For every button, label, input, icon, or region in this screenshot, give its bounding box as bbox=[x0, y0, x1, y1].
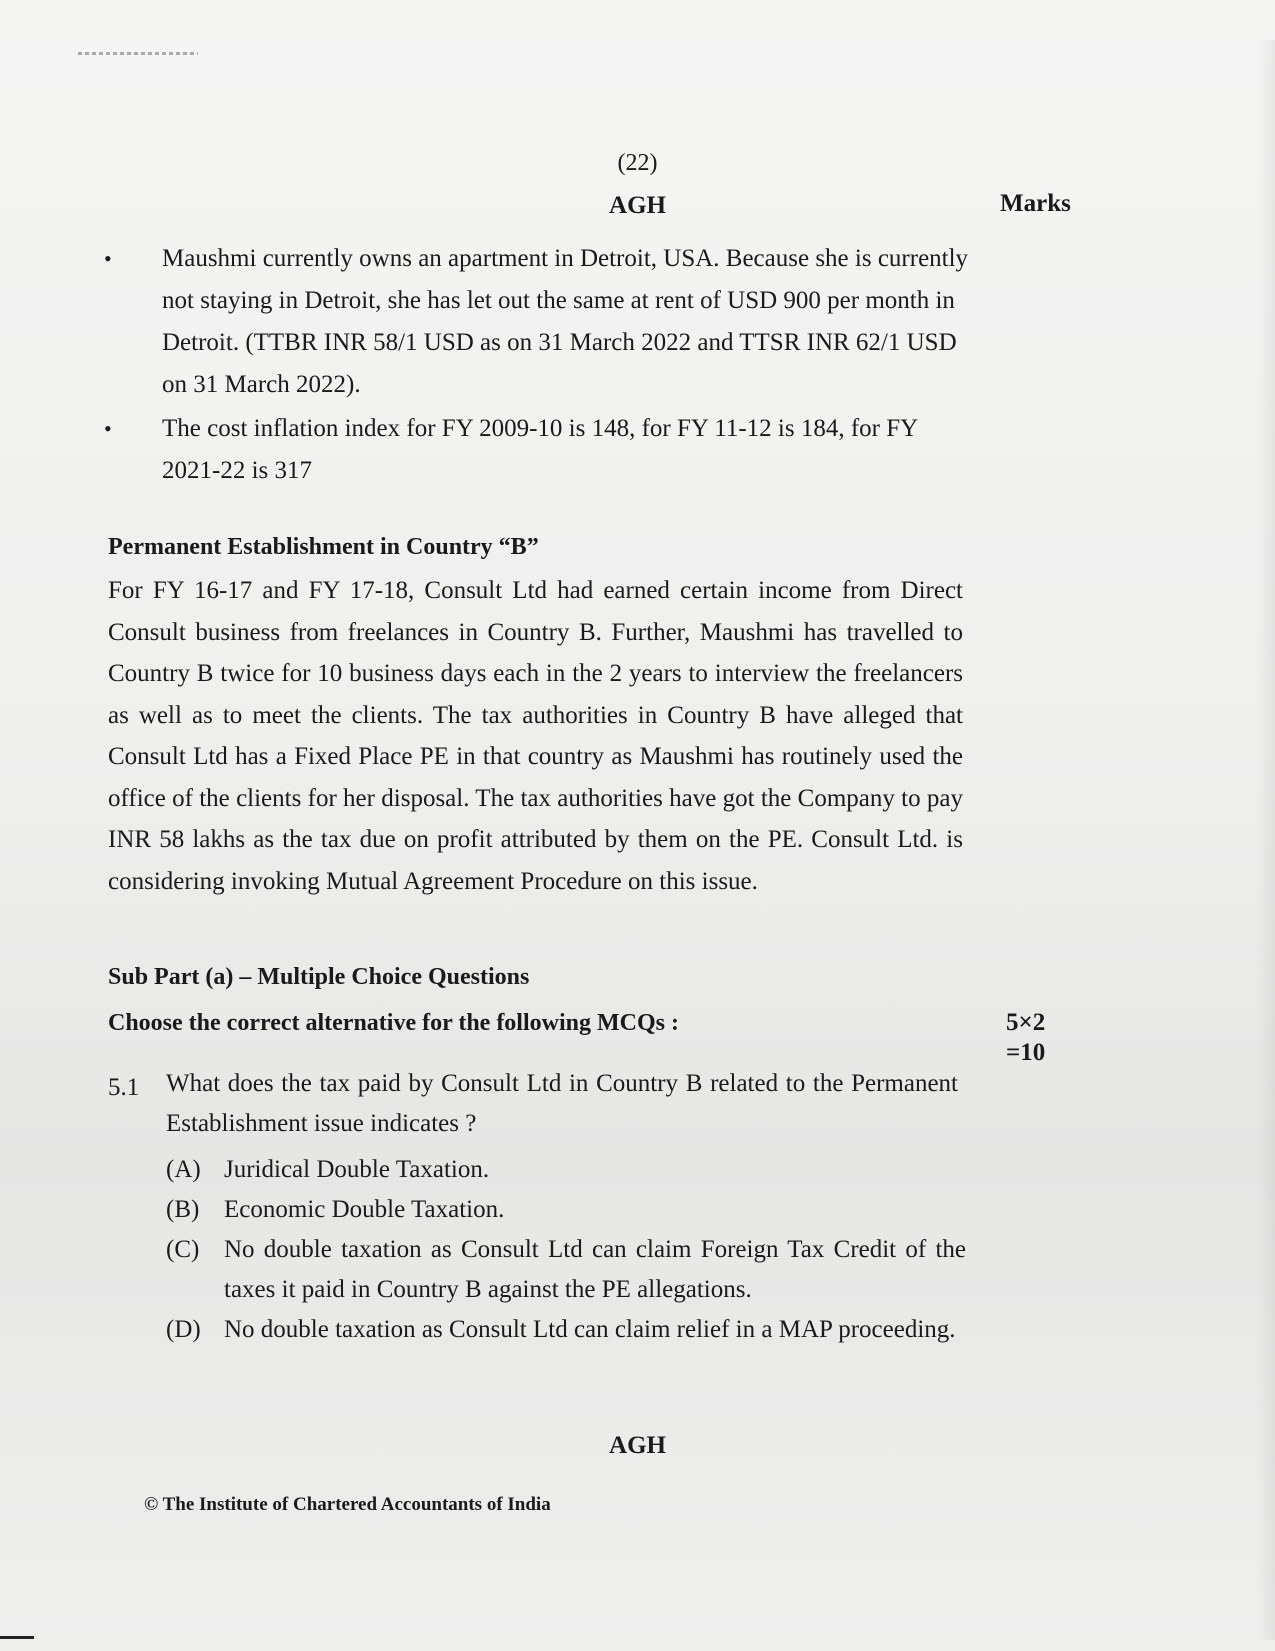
option-label: (C) bbox=[166, 1236, 200, 1263]
option-text: No double taxation as Consult Ltd can claim Foreign Tax Credit of the taxes it paid in Country B against the PE allegations. bbox=[224, 1236, 966, 1303]
sub-part-heading: Sub Part (a) – Multiple Choice Questions bbox=[108, 964, 530, 990]
option-a bbox=[166, 1150, 966, 1190]
marks-line: 5×2 bbox=[1006, 1009, 1046, 1036]
page-edge-mark bbox=[0, 1636, 34, 1639]
bullet-icon: • bbox=[104, 246, 112, 271]
option-label: (D) bbox=[166, 1316, 201, 1343]
series-code-footer: AGH bbox=[609, 1432, 666, 1459]
list-item bbox=[100, 408, 970, 492]
option-d bbox=[166, 1310, 966, 1350]
marks-total: =10 bbox=[1006, 1039, 1046, 1066]
bullet-icon: • bbox=[104, 416, 112, 441]
marks-allocation bbox=[1006, 1008, 1045, 1068]
section-heading: Permanent Establishment in Country “B” bbox=[108, 534, 539, 560]
copyright-notice: © The Institute of Chartered Accountants of India bbox=[144, 1494, 551, 1515]
case-facts-list bbox=[100, 238, 970, 494]
bullet-text: The cost inflation index for FY 2009-10 is 148, for FY 11-12 is 184, for FY 2021-22 is 317 bbox=[162, 415, 918, 484]
option-label: (A) bbox=[166, 1156, 201, 1183]
mcq-instruction: Choose the correct alternative for the following MCQs : bbox=[108, 1010, 679, 1036]
list-item bbox=[100, 238, 970, 406]
option-text: No double taxation as Consult Ltd can claim relief in a MAP proceeding. bbox=[224, 1316, 956, 1343]
page-number: (22) bbox=[617, 150, 658, 176]
bullet-text: Maushmi currently owns an apartment in Detroit, USA. Because she is currently not staying in Detroit, she has let out the same at rent of USD 900 per month in Detroit. (TTBR INR 58/1 USD as on 31 March 2022 and TTSR INR 62/1 USD on 31 March 2022). bbox=[162, 245, 969, 398]
option-text: Economic Double Taxation. bbox=[224, 1196, 505, 1223]
series-code-header: AGH bbox=[609, 192, 666, 219]
scan-shadow bbox=[1257, 40, 1275, 1640]
answer-options bbox=[166, 1150, 966, 1350]
section-paragraph: For FY 16-17 and FY 17-18, Consult Ltd had earned certain income from Direct Consult business from freelances in Country B. Further, Maushmi has travelled to Country B twice for 10 business days each in the 2 years to interview the freelancers as well as to meet the clients. The tax authorities in Country B have alleged that Consult Ltd has a Fixed Place PE in that country as Maushmi has routinely used the office of the clients for her disposal. The tax authorities have got the Company to pay INR 58 lakhs as the tax due on profit attributed by them on the PE. Consult Ltd. is considering invoking Mutual Agreement Procedure on this issue. bbox=[108, 577, 963, 895]
scan-artifact bbox=[78, 52, 198, 55]
option-b bbox=[166, 1190, 966, 1230]
option-text: Juridical Double Taxation. bbox=[224, 1156, 490, 1183]
marks-column-heading: Marks bbox=[1000, 190, 1071, 217]
option-c bbox=[166, 1230, 966, 1310]
option-label: (B) bbox=[166, 1196, 200, 1223]
question-text: What does the tax paid by Consult Ltd in Country B related to the Permanent Establishment issue indicates ? bbox=[166, 1070, 958, 1137]
question-number: 5.1 bbox=[108, 1074, 140, 1101]
